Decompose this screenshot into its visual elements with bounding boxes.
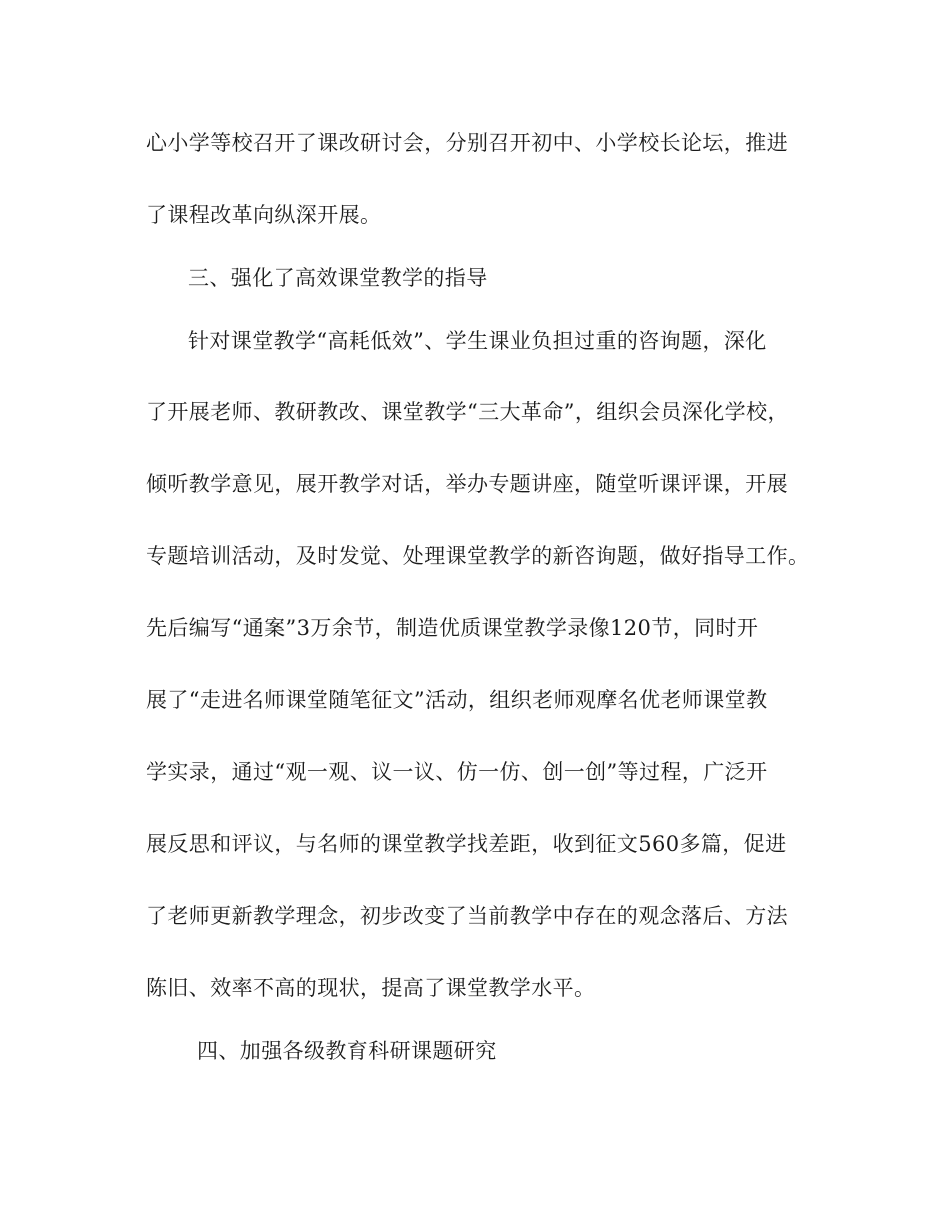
paragraph-line: 针对课堂教学“高耗低效”、学生课业负担过重的咨询题，深化 [188, 329, 767, 353]
paragraph-line: 了老师更新教学理念，初步改变了当前教学中存在的观念落后、方法 [146, 904, 788, 928]
paragraph-line: 展了“走进名师课堂随笔征文”活动，组织老师观摩名优老师课堂教 [146, 688, 768, 712]
paragraph-line: 学实录，通过“观一观、议一议、仿一仿、创一创”等过程，广泛开 [146, 760, 768, 784]
paragraph-line: 展反思和评议，与名师的课堂教学找差距，收到征文560多篇，促进 [146, 832, 787, 856]
paragraph-line: 陈旧、效率不高的现状，提高了课堂教学水平。 [146, 976, 596, 1000]
paragraph-line: 先后编写“通案”3万余节，制造优质课堂教学录像120节，同时开 [146, 616, 759, 640]
section-heading: 四、加强各级教育科研课题研究 [197, 1039, 497, 1063]
paragraph-line: 倾听教学意见，展开教学对话，举办专题讲座，随堂听课评课，开展 [146, 472, 788, 496]
paragraph-line: 了开展老师、教研教改、课堂教学“三大革命”，组织会员深化学校， [146, 400, 789, 424]
paragraph-line: 专题培训活动，及时发觉、处理课堂教学的新咨询题，做好指导工作。 [146, 544, 810, 568]
section-heading: 三、强化了高效课堂教学的指导 [188, 266, 488, 290]
paragraph-line: 心小学等校召开了课改研讨会，分别召开初中、小学校长论坛，推进 [146, 131, 788, 155]
paragraph-line: 了课程改革向纵深开展。 [146, 203, 382, 227]
